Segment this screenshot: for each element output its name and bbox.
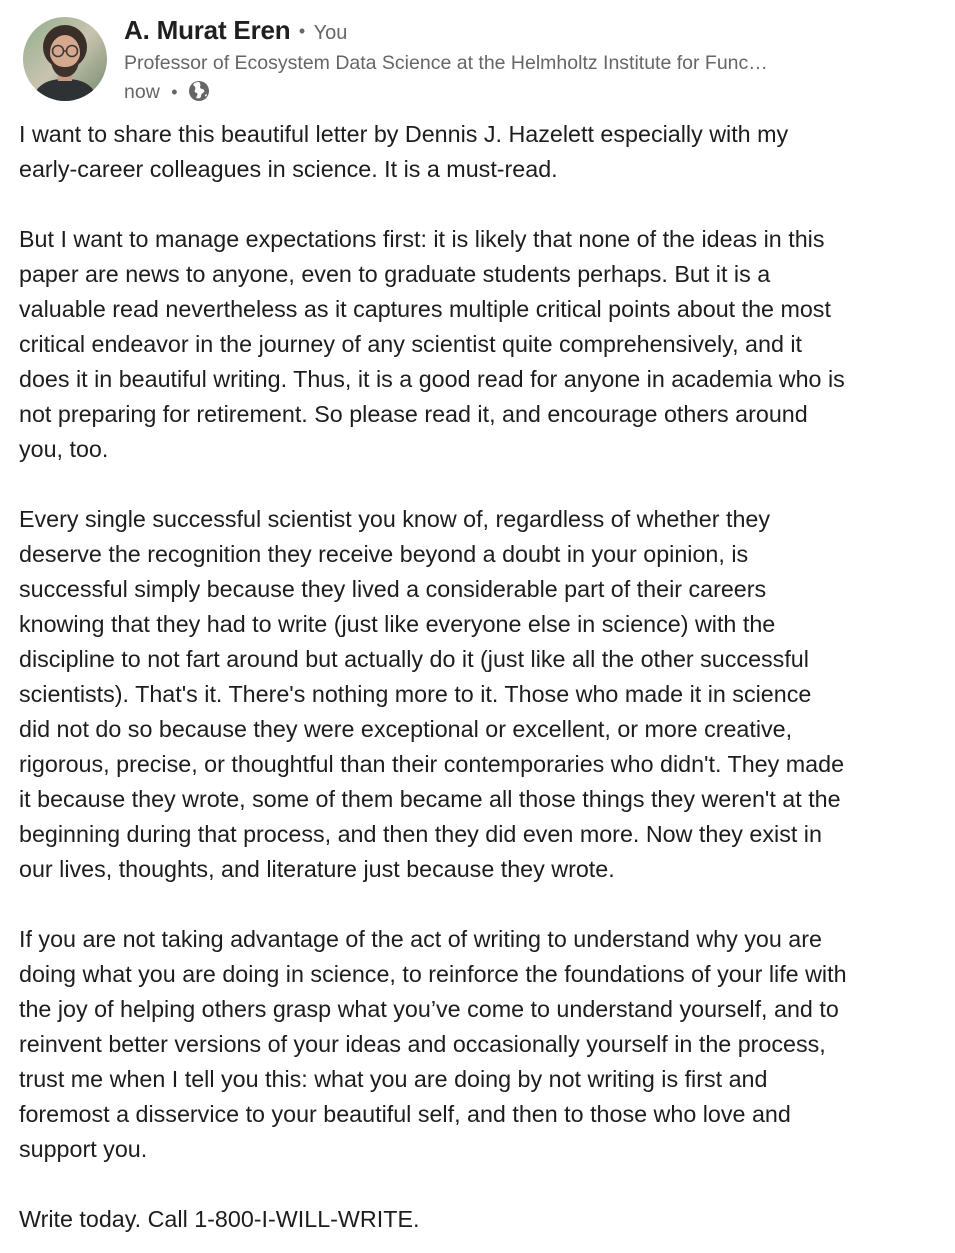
post-body (19, 117, 939, 1237)
post-paragraph: I want to share this beautiful letter by Dennis J. Hazelett especially with my early-career colleagues in science. It is a must-read. (19, 121, 789, 182)
post-paragraph: Every single successful scientist you know of, regardless of whether they deserve the recognition they receive beyond a doubt in your opinion, is successful simply because they lived a considerable part of their careers knowing that they had to write (just like everyone else in science) with the discipline to not fart around but actually do it (just like all the other successful scientists). That's it. There's nothing more to it. Those who made it in science did not do so because they were exceptional or excellent, or more creative, rigorous, precise, or thoughtful than their contemporaries who didn't. They made it because they wrote, some of them became all those things they weren't at the beginning during that process, and then they did even more. Now they exist in our lives, thoughts, and literature just because they wrote. (19, 506, 845, 882)
post-paragraph: If you are not taking advantage of the act of writing to understand why you are doing what you are doing in science, to reinforce the foundations of your life with the joy of helping others grasp what you’ve come to understand yourself, and to reinvent better versions of your ideas and occasionally yourself in the process, trust me when I tell you this: what you are doing by not writing is first and foremost a disservice to your beautiful self, and then to those who love and support you. (19, 926, 847, 1162)
separator-dot: • (171, 82, 178, 102)
post-paragraph: Write today. Call 1-800-I-WILL-WRITE. (19, 1206, 420, 1232)
avatar[interactable] (23, 17, 107, 101)
author-headline: Professor of Ecosystem Data Science at the Helmholtz Institute for Func… (124, 52, 768, 74)
post-paragraph: But I want to manage expectations first: it is likely that none of the ideas in this paper are news to anyone, even to graduate students perhaps. But it is a valuable read nevertheless as it captures multiple critical points about the most critical endeavor in the journey of any scientist quite comprehensively, and it does it in beautiful writing. Thus, it is a good read for anyone in academia who is not preparing for retirement. So please read it, and encourage others around you, too. (19, 226, 845, 462)
author-meta (124, 15, 884, 107)
author-name-row (124, 15, 884, 49)
profile-photo (23, 17, 107, 101)
post-header (23, 15, 923, 105)
author-name[interactable]: A. Murat Eren (124, 15, 291, 45)
post-timestamp-row (124, 77, 884, 107)
post-timestamp: now (124, 81, 160, 103)
globe-icon[interactable] (187, 79, 211, 103)
you-badge: You (313, 22, 348, 44)
separator-dot: • (298, 21, 306, 41)
